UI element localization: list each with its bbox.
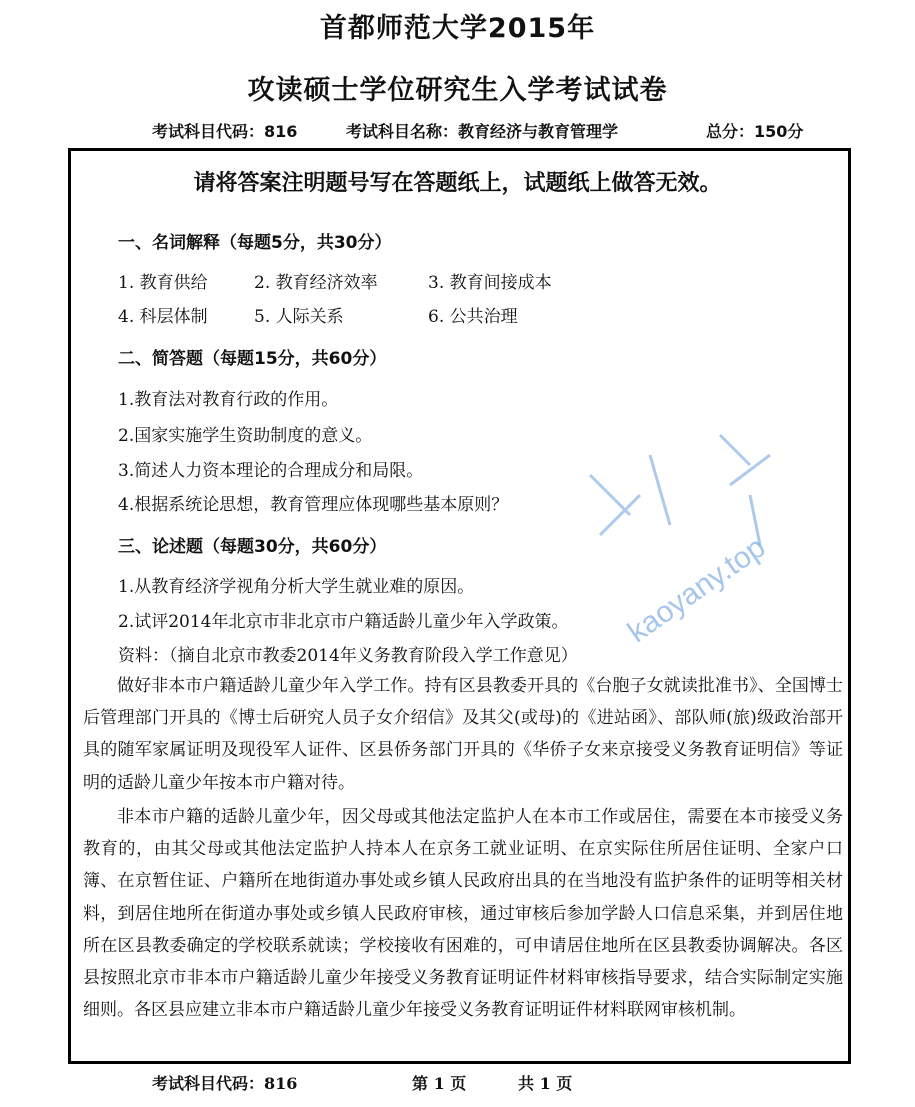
question-item: 1.从教育经济学视角分析大学生就业难的原因。 [118, 577, 475, 597]
footer-page-number: 第 1 页 [412, 1074, 467, 1093]
exam-title-line2: 攻读硕士学位研究生入学考试试卷 [247, 75, 668, 106]
question-item: 2.国家实施学生资助制度的意义。 [118, 426, 373, 446]
watermark-text: kaoyany.top [621, 530, 772, 650]
total-score: 总分：150分 [706, 122, 804, 141]
term-item: 2. 教育经济效率 [254, 273, 378, 293]
section1-heading: 一、名词解释（每题5分，共30分） [118, 233, 392, 253]
question-item: 2.试评2014年北京市非北京市户籍适龄儿童少年入学政策。 [118, 612, 569, 632]
material-paragraph-1: 做好非本市户籍适龄儿童少年入学工作。持有区县教委开具的《台胞子女就读批准书》、全国博士后管理部门开具的《博士后研究人员子女介绍信》及其父(或母)的《进站函》、部队师(旅)级政治部开具的随军家属证明及现役军人证件、区县侨务部门开具的《华侨子女来京接受义务教育证明信》等证明的适龄儿童少年按本市户籍对待。 [83, 676, 843, 793]
question-item: 1.教育法对教育行政的作用。 [118, 390, 339, 410]
footer-subject-code: 考试科目代码：816 [152, 1074, 298, 1093]
question-item: 4.根据系统论思想，教育管理应体现哪些基本原则？ [118, 495, 509, 515]
term-item: 5. 人际关系 [254, 307, 344, 327]
question-item: 3.简述人力资本理论的合理成分和局限。 [118, 461, 424, 481]
term-item: 3. 教育间接成本 [428, 273, 552, 293]
exam-title-line1: 首都师范大学2015年 [319, 13, 596, 44]
subject-code: 考试科目代码：816 [152, 122, 298, 141]
section3-heading: 三、论述题（每题30分，共60分） [118, 537, 387, 557]
material-label: 资料：（摘自北京市教委2014年义务教育阶段入学工作意见） [118, 646, 578, 666]
answer-notice: 请将答案注明题号写在答题纸上，试题纸上做答无效。 [193, 171, 722, 196]
term-item: 1. 教育供给 [118, 273, 208, 293]
section2-heading: 二、简答题（每题15分，共60分） [118, 349, 387, 369]
subject-name: 考试科目名称：教育经济与教育管理学 [346, 122, 619, 141]
footer-total-pages: 共 1 页 [518, 1074, 573, 1093]
term-item: 4. 科层体制 [118, 307, 208, 327]
material-paragraph-2: 非本市户籍的适龄儿童少年，因父母或其他法定监护人在本市工作或居住，需要在本市接受义务教育的，由其父母或其他法定监护人持本人在京务工就业证明、在京实际住所居住证明、全家户口簿、在京暂住证、户籍所在地街道办事处或乡镇人民政府出具的在当地没有监护条件的证明等相关材料，到居住地所在街道办事处或乡镇人民政府审核，通过审核后参加学龄人口信息采集，并到居住地所在区县教委确定的学校联系就读；学校接收有困难的，可申请居住地所在区县教委协调解决。各区县按照北京市非本市户籍适龄儿童少年接受义务教育证明证件材料审核指导要求，结合实际制定实施细则。各区县应建立非本市户籍适龄儿童少年接受义务教育证明证件材料联网审核机制。 [83, 807, 843, 1021]
term-item: 6. 公共治理 [428, 307, 518, 327]
